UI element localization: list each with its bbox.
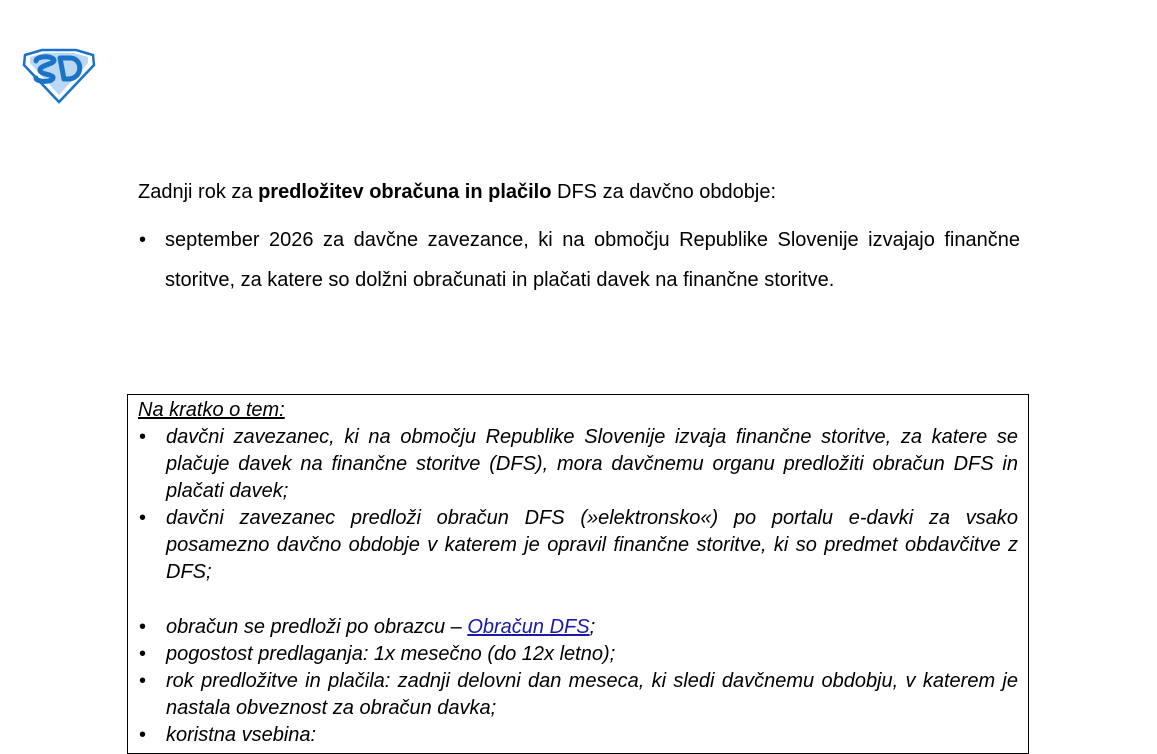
- list-item: • rok predložitve in plačila: zadnji delovni dan meseca, ki sledi davčnemu obdobju, v katerem je nastala obveznost za obračun davka;: [138, 668, 1018, 722]
- obracun-dfs-link[interactable]: Obračun DFS: [467, 616, 590, 638]
- list-item: • pogostost predlaganja: 1x mesečno (do 12x letno);: [138, 641, 1018, 668]
- list-item: • koristna vsebina:: [138, 722, 1018, 749]
- intro-suffix: DFS za davčno obdobje:: [551, 181, 777, 203]
- list-item: • september 2026 za davčne zavezance, ki na območju Republike Slovenije izvajajo finančne storitve, za katere so dolžni obračunati in plačati davek na finančne storitve.: [138, 220, 1020, 300]
- shield-sd-logo-icon: [22, 47, 96, 105]
- summary-box: [127, 394, 1029, 754]
- list-item: [138, 614, 1018, 641]
- list-item: • davčni zavezanec predloži obračun DFS (»elektronsko«) po portalu e-davki za vsako posamezno davčno obdobje v katerem je opravil finančne storitve, ki so predmet obdavčitve z DFS;: [138, 505, 1018, 586]
- intro-prefix: Zadnji rok za: [138, 181, 259, 203]
- summary-title: Na kratko o tem:: [138, 399, 285, 421]
- intro-bold: predložitev obračuna in plačilo: [258, 181, 552, 203]
- summary-list: [138, 424, 1018, 749]
- list-item: • davčni zavezanec, ki na območju Republike Slovenije izvaja finančne storitve, za katere se plačuje davek na finančne storitve (DFS), mora davčnemu organu predložiti obračun DFS in plačati davek;: [138, 424, 1018, 505]
- intro-paragraph: [138, 178, 1020, 206]
- deadline-list: [138, 220, 1020, 300]
- form-item-suffix: ;: [589, 616, 596, 638]
- form-item-prefix: obračun se predloži po obrazcu –: [166, 616, 468, 638]
